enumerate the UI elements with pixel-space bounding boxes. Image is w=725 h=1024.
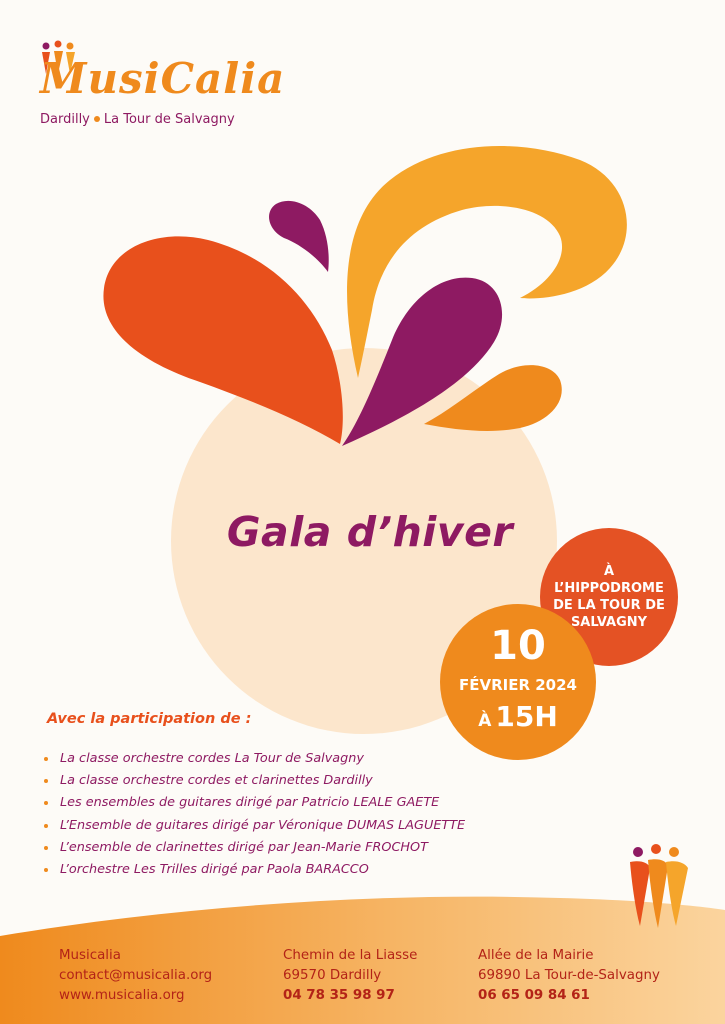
event-time-prefix: À — [478, 711, 492, 731]
footer-street: Allée de la Mairie — [478, 948, 594, 963]
footer-street: Chemin de la Liasse — [283, 948, 418, 963]
event-time-value: 15H — [495, 700, 558, 733]
brand-subtitle-left: Dardilly — [40, 112, 90, 127]
brand-name: MusiCalia — [40, 54, 286, 103]
participant-item: L’ensemble de clarinettes dirigé par Jean-Marie FROCHOT — [44, 837, 465, 859]
small-purple-drop — [269, 201, 329, 272]
event-month-year: FÉVRIER 2024 — [458, 676, 577, 694]
brand-subtitle — [40, 112, 235, 127]
musicians-figure-icon — [626, 842, 696, 932]
footer-contact-musicalia — [59, 946, 212, 1006]
participant-item: Les ensembles de guitares dirigé par Patricio LEALE GAETE — [44, 792, 465, 814]
footer-phone: 06 65 09 84 61 — [478, 988, 590, 1003]
brand-subtitle-right: La Tour de Salvagny — [103, 112, 235, 127]
participant-item: L’Ensemble de guitares dirigé par Véronique DUMAS LAGUETTE — [44, 815, 465, 837]
footer-city: 69890 La Tour-de-Salvagny — [478, 968, 660, 983]
footer-org-name: Musicalia — [59, 948, 121, 963]
footer-email-link[interactable]: contact@musicalia.org — [59, 968, 213, 983]
footer-website-link[interactable]: www.musicalia.org — [59, 988, 185, 1003]
participants-list — [44, 748, 465, 881]
venue-text: À L’HIPPODROME DE LA TOUR DE SALVAGNY — [553, 564, 665, 630]
footer-contact-dardilly — [283, 946, 417, 1006]
participation-heading: Avec la participation de : — [47, 711, 252, 727]
footer-city: 69570 Dardilly — [283, 968, 382, 983]
participant-item: La classe orchestre cordes et clarinettes Dardilly — [44, 770, 465, 792]
footer-phone: 04 78 35 98 97 — [283, 988, 395, 1003]
participant-item: L’orchestre Les Trilles dirigé par Paola BARACCO — [44, 859, 465, 881]
separator-dot — [94, 116, 100, 122]
footer-contact-tour — [478, 946, 660, 1006]
event-time — [440, 700, 596, 733]
participant-item: La classe orchestre cordes La Tour de Salvagny — [44, 748, 465, 770]
event-title: Gala d’hiver — [226, 508, 514, 556]
musicalia-logo — [36, 36, 296, 136]
event-day: 10 — [490, 623, 546, 669]
date-badge — [440, 604, 596, 760]
